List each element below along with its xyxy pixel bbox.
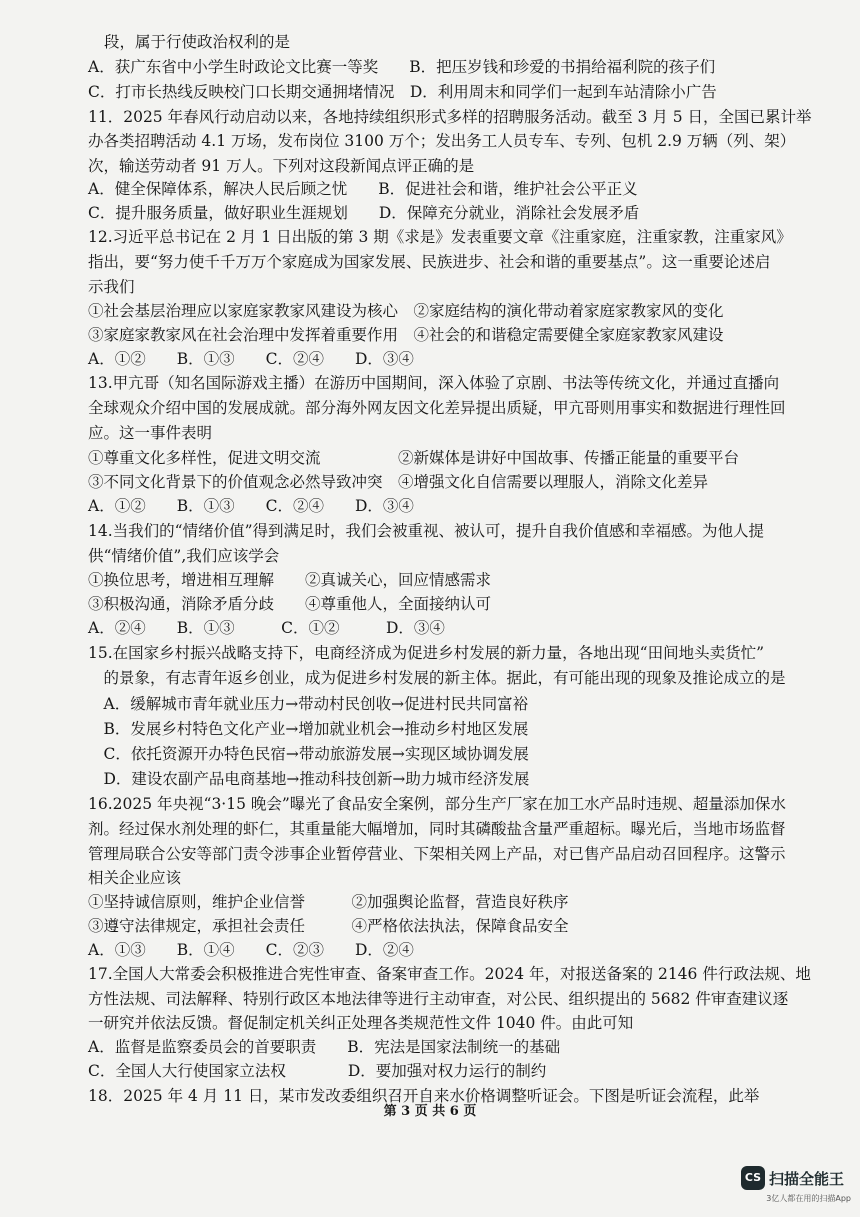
text-line: 剂。经过保水剂处理的虾仁，其重量能大幅增加，同时其磷酸盐含量严重超标。曝光后，当地市场监督 xyxy=(88,820,786,838)
text-line: A．①② B．①③ C．②④ D．③④ xyxy=(88,350,414,368)
text-line: A．监督是监察委员会的首要职责 B．宪法是国家法制统一的基础 xyxy=(88,1038,561,1056)
text-line: 应。这一事件表明 xyxy=(88,424,213,442)
text-line: ①换位思考，增进相互理解 ②真诚关心，回应情感需求 xyxy=(88,571,492,589)
text-line: 指出，要“努力使千千万万个家庭成为国家发展、民族进步、社会和谐的重要基点”。这一重要论述启 xyxy=(88,253,771,271)
text-line: C．提升服务质量，做好职业生涯规划 D．保障充分就业，消除社会发展矛盾 xyxy=(88,204,640,222)
text-line: 示我们 xyxy=(88,278,135,296)
text-line: A．①③ B．①④ C．②③ D．②④ xyxy=(88,941,414,959)
text-line: 段，属于行使政治权利的是 xyxy=(104,33,291,51)
text-line: ③积极沟通，消除矛盾分歧 ④尊重他人，全面接纳认可 xyxy=(88,595,492,613)
scanner-watermark xyxy=(741,1166,851,1206)
text-line: 12.习近平总书记在 2 月 1 日出版的第 3 期《求是》发表重要文章《注重家庭，注重家教，注重家风》 xyxy=(88,228,792,246)
watermark-tagline: 3亿人都在用的扫描App xyxy=(766,1194,851,1203)
text-line: 15.在国家乡村振兴战略支持下，电商经济成为促进乡村发展的新力量，各地出现“田间地头卖货忙” xyxy=(88,644,765,662)
text-line: C．依托资源开办特色民宿→带动旅游发展→实现区域协调发展 xyxy=(88,745,529,763)
text-line: 17.全国人大常委会积极推进合宪性审查、备案审查工作。2024 年，对报送备案的 2146 件行政法规、地 xyxy=(88,965,811,983)
text-line: 13.甲亢哥（知名国际游戏主播）在游历中国期间，深入体验了京剧、书法等传统文化，并通过直播向 xyxy=(88,374,780,392)
text-line: ①尊重文化多样性，促进文明交流 ②新媒体是讲好中国故事、传播正能量的重要平台 xyxy=(88,449,740,467)
text-line: 18．2025 年 4 月 11 日，某市发改委组织召开自来水价格调整听证会。下图是听证会流程，此举 xyxy=(88,1087,760,1105)
text-line: ③家庭家教家风在社会治理中发挥着重要作用 ④社会的和谐稳定需要健全家庭家教家风建设 xyxy=(88,326,724,344)
text-line: A．健全保障体系，解决人民后顾之忧 B．促进社会和谐，维护社会公平正义 xyxy=(88,180,638,198)
text-line: 一研究并依法反馈。督促制定机关纠正处理各类规范性文件 1040 件。由此可知 xyxy=(88,1014,634,1032)
text-line: 相关企业应该 xyxy=(88,869,182,887)
text-line: 供“情绪价值”,我们应该学会 xyxy=(88,547,280,565)
text-line: C．全国人大行使国家立法权 D．要加强对权力运行的制约 xyxy=(88,1062,547,1080)
text-line: A．②④ B．①③ C．①② D．③④ xyxy=(88,619,445,637)
text-line: 全球观众介绍中国的发展成就。部分海外网友因文化差异提出质疑，甲亢哥则用事实和数据进行理性回 xyxy=(88,399,786,417)
watermark-app-name: 扫描全能王 xyxy=(769,1170,845,1188)
text-line: ①社会基层治理应以家庭家教家风建设为核心 ②家庭结构的演化带动着家庭家教家风的变化 xyxy=(88,302,724,320)
text-line: D．建设农副产品电商基地→推动科技创新→助力城市经济发展 xyxy=(88,770,530,788)
text-line: ③遵守法律规定，承担社会责任 ④严格依法执法，保障食品安全 xyxy=(88,917,569,935)
text-line: ①坚持诚信原则，维护企业信誉 ②加强舆论监督，营造良好秩序 xyxy=(88,893,569,911)
text-line: ③不同文化背景下的价值观念必然导致冲突 ④增强文化自信需要以理服人，消除文化差异 xyxy=(88,473,709,491)
text-line: 管理局联合公安等部门责令涉事企业暂停营业、下架相关网上产品，对已售产品启动召回程序。这警示 xyxy=(88,845,786,863)
text-line: 14.当我们的“情绪价值”得到满足时，我们会被重视、被认可，提升自我价值感和幸福感。为他人提 xyxy=(88,522,765,540)
page-footer: 第 3 页 共 6 页 xyxy=(383,1104,477,1119)
text-line: A．①② B．①③ C．②④ D．③④ xyxy=(88,497,414,515)
text-line: B．发展乡村特色文化产业→增加就业机会→推动乡村地区发展 xyxy=(88,720,529,738)
text-line: 的景象，有志青年返乡创业，成为促进乡村发展的新主体。据此，有可能出现的现象及推论成立的是 xyxy=(88,669,786,687)
text-line: 16.2025 年央视“3·15 晚会”曝光了食品安全案例，部分生产厂家在加工水产品时违规、超量添加保水 xyxy=(88,795,786,813)
text-line: A．缓解城市青年就业压力→带动村民创收→促进村民共同富裕 xyxy=(88,695,529,713)
text-line: C．打市长热线反映校门口长期交通拥堵情况 D．利用周末和同学们一起到车站清除小广告 xyxy=(88,83,717,101)
camscanner-logo-icon: CS xyxy=(741,1166,765,1190)
text-line: 办各类招聘活动 4.1 万场，发布岗位 3100 万个；发出务工人员专车、专列、包机 2.9 万辆（列、架） xyxy=(88,132,796,150)
text-line: A．获广东省中小学生时政论文比赛一等奖 B．把压岁钱和珍爱的书捐给福利院的孩子们 xyxy=(88,58,716,76)
text-line: 方性法规、司法解释、特别行政区本地法律等进行主动审查，对公民、组织提出的 5682 件审查建议逐 xyxy=(88,990,789,1008)
text-line: 次，输送劳动者 91 万人。下列对这段新闻点评正确的是 xyxy=(88,157,475,175)
text-line: 11．2025 年春风行动启动以来，各地持续组织形式多样的招聘服务活动。截至 3 月 5 日，全国已累计举 xyxy=(88,108,812,126)
